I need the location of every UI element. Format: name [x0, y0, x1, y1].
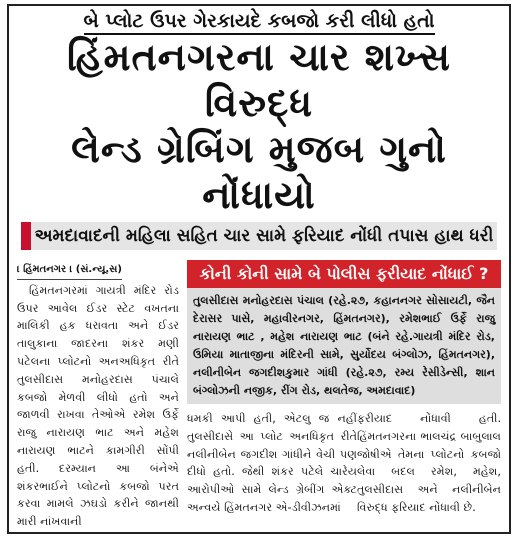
subheadline: અમદાવાદની મહિલા સહિત ચાર સામે ફરિયાદ નોંધી તપાસ હાથ ધરી — [21, 222, 497, 250]
article-column-3: ફરીયાદ નોંધાવી હતી. હિંમતનગરના ભાલચંદ્ર બાબુલાલ જોષીએ તેમના પ્લોટનો કબજો લેવા બદલ રમેશ, મહેશ, તુલસીદાસ અને નલીનીબેન વિરુદ્ધ ફરિયાદ નોંધાવી છે. — [357, 412, 501, 514]
accused-box-text: તુલસીદાસ મનોહરદાસ પંચાલ (રહે.૨૭, કહાનનગર સોસાયટી, જૈન દેરાસર પાસે, મહાવીરનગર, હિંમતનગર), રમેશભાઈ ઉર્ફે રાજુ નારાયણ ભાટ , મહેશ નારાયણ ભાટ (બંને રહે.ગાયત્રી મંદિર રોડ, ઉમિયા માતાજીના મંદિરની સામે, સુર્યોદય બંગ્લોઝ, હિંમતનગર), નલીનીબેન જગદીશકુમાર ગાંધી (રહે.૨૭, રમ્ય રેસીડેન્સી, શાન બંગ્લોઝની નજીક, રીંગ રોડ, થલતેજ, અમદાવાદ) — [187, 288, 501, 404]
article-column-2: ધમકી આપી હતી, એટલુ જ નહીં તુલસીદાસે આ પ્લોટ અનધિકૃત રીતે નલીનીબેન જગદીશ ગાંધીને વેચી પણ દીધો હતો. જેથી શંકર પટેલે ચારેય આરોપીઓ સામે લેન્ડ ગ્રેબીંગ એક્ટ અન્વયે હિંમતનગર એ-ડીવીઝનમાં — [187, 412, 357, 514]
column-1-text: હિંમતનગરમાં ગાયત્રી મંદિર રોડ ઉપર આવેલ ઈડર સ્ટેટ વખતના માલિકી હક ધરાવતા અને ઈડર તાલુકાના જાદરના શંકર મણી પટેલના પ્લોટનો અનઅધિકૃત રીતે તુલસીદાસ મનોહરદાસ પંચાલે કબજો મેળવી લીધો હતો અને જાળવી રાખવા તેઓએ રમેશ ઉર્ફે રાજુ નારાયણ ભાટ અને મહેશ નારાયણ ભાટને કામગીરી સોંપી હતી. દરમ્યાન આ બંનેએ શંકરભાઈને પ્લોટનો કબજો પરત કરવા મામલે ઝઘડો કરીને જાનથી મારી નાંખવાની — [17, 283, 179, 529]
article-body — [17, 260, 501, 531]
headline — [9, 34, 509, 218]
accused-box-title: કોની કોની સામે બે પોલીસ ફરીયાદ નોંધાઈ ? — [187, 260, 501, 288]
kicker — [9, 6, 509, 34]
lower-columns — [187, 410, 501, 517]
article-column-1 — [17, 260, 179, 531]
kicker-text: બે પ્લોટ ઉપર ગેરકાયદે કબજો કરી લીધો હતો — [84, 10, 435, 35]
right-section — [187, 260, 501, 531]
headline-line-2: લેન્ડ ગ્રેબિંગ મુજબ ગુનો નોંધાયો — [71, 126, 447, 217]
dateline: । હિંમતનગર । (સં.ન્યૂ.સ) — [17, 261, 122, 280]
news-clipping — [7, 4, 511, 534]
headline-line-1: હિંમતનગરના ચાર શખ્સ વિરુદ્ધ — [67, 34, 451, 125]
